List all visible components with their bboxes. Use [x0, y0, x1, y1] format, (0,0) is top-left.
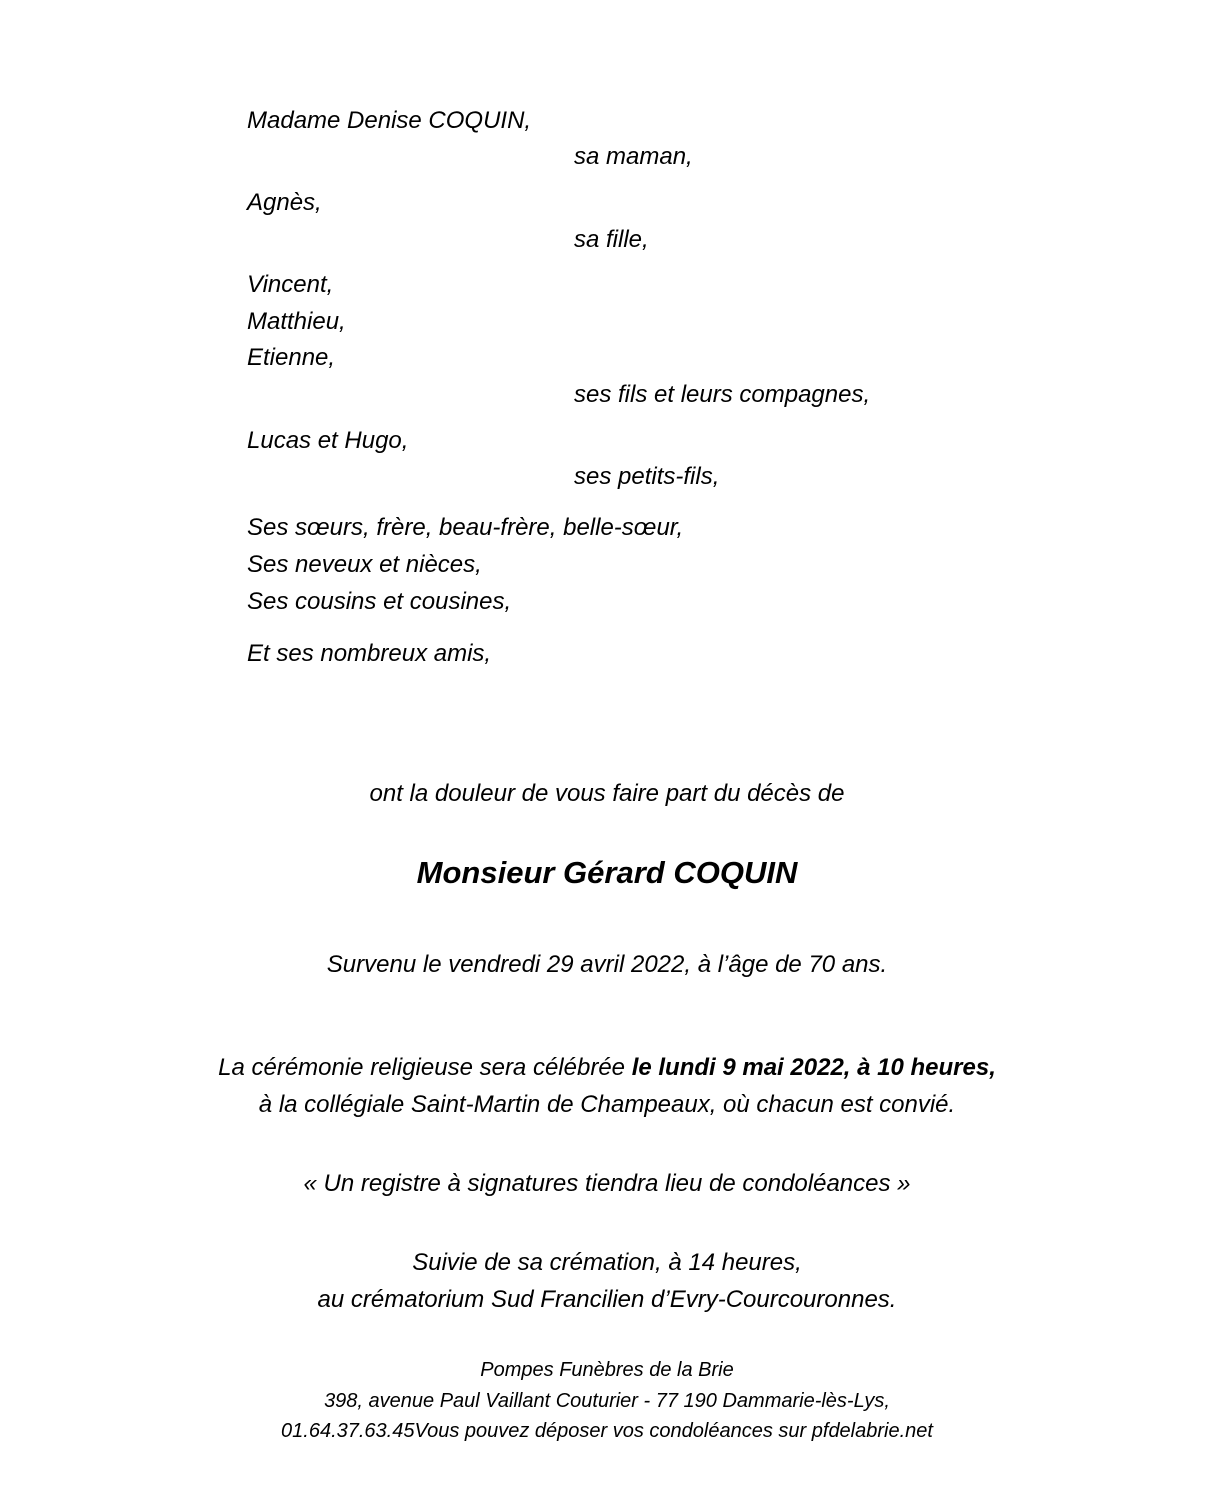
announcement-intro: ont la douleur de vous faire part du décès de — [369, 780, 845, 807]
funeral-home-name: Pompes Funèbres de la Brie — [480, 1359, 734, 1381]
cremation-time: Suivie de sa crémation, à 14 heures, — [412, 1249, 802, 1276]
ceremony-location: à la collégiale Saint-Martin de Champeaux, où chacun est convié. — [258, 1091, 956, 1118]
relation-grandsons: ses petits-fils, — [574, 463, 720, 490]
ceremony-date: le lundi 9 mai 2022, à 10 heures, — [631, 1054, 996, 1081]
funeral-home-contact: 01.64.37.63.45Vous pouvez déposer vos condoléances sur pfdelabrie.net — [281, 1420, 933, 1442]
family-cousins: Ses cousins et cousines, — [247, 588, 512, 615]
relation-mother: sa maman, — [574, 143, 693, 170]
family-denise: Madame Denise COQUIN, — [247, 107, 532, 134]
family-matthieu: Matthieu, — [247, 308, 346, 335]
deceased-name: Monsieur Gérard COQUIN — [416, 855, 798, 890]
family-siblings: Ses sœurs, frère, beau-frère, belle-sœur, — [247, 514, 684, 541]
family-grandsons: Lucas et Hugo, — [247, 427, 409, 454]
family-agnes: Agnès, — [247, 189, 322, 216]
condolence-registry: « Un registre à signatures tiendra lieu de condoléances » — [303, 1170, 911, 1197]
ceremony-line-1 — [0, 1053, 1214, 1083]
family-nephews: Ses neveux et nièces, — [247, 551, 482, 578]
funeral-home-address: 398, avenue Paul Vaillant Couturier - 77 190 Dammarie-lès-Lys, — [324, 1390, 890, 1412]
relation-sons: ses fils et leurs compagnes, — [574, 381, 871, 408]
ceremony-prefix: La cérémonie religieuse sera célébrée — [218, 1054, 632, 1081]
cremation-place: au crématorium Sud Francilien d’Evry-Courcouronnes. — [317, 1286, 897, 1313]
family-etienne: Etienne, — [247, 344, 336, 371]
family-friends: Et ses nombreux amis, — [247, 640, 492, 667]
death-date: Survenu le vendredi 29 avril 2022, à l’âge de 70 ans. — [326, 951, 888, 978]
relation-daughter: sa fille, — [574, 226, 649, 253]
family-vincent: Vincent, — [247, 271, 334, 298]
